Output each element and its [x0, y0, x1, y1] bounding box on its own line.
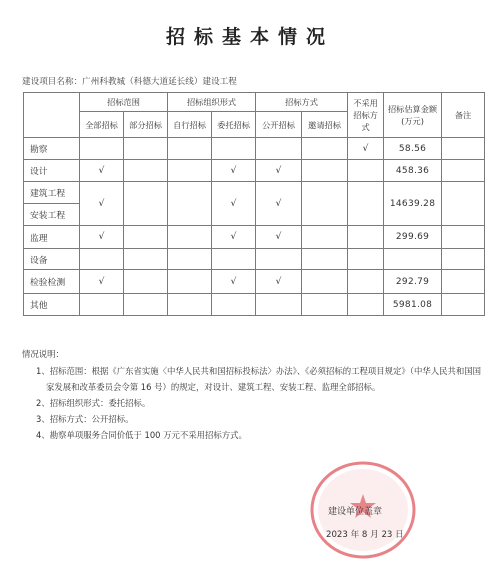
header-method-open: 公开招标: [256, 112, 302, 138]
bid-info-table: [23, 92, 485, 316]
row-construction: [24, 182, 485, 204]
amount: 458.36: [384, 160, 442, 182]
header-item: [24, 93, 80, 138]
amount: 5981.08: [384, 294, 442, 316]
check-mark: √: [212, 226, 256, 249]
row-equipment: [24, 249, 485, 270]
row-inspection: [24, 270, 485, 294]
notes-heading: 情况说明：: [22, 349, 64, 359]
header-org-self: 自行招标: [168, 112, 212, 138]
check-mark: √: [256, 160, 302, 182]
check-mark: √: [212, 270, 256, 294]
header-estimate: 招标估算金额(万元): [384, 93, 442, 138]
check-mark: √: [348, 138, 384, 160]
amount: 14639.28: [384, 182, 442, 226]
amount: 299.69: [384, 226, 442, 249]
document-title: 招标基本情况: [165, 26, 334, 48]
check-mark: √: [80, 226, 124, 249]
header-org-agent: 委托招标: [212, 112, 256, 138]
header-scope-part: 部分招标: [124, 112, 168, 138]
row-label: 设备: [24, 249, 80, 270]
note-item: 4、勘察单项服务合同价低于 100 万元不采用招标方式。: [36, 430, 247, 440]
note-item: 3、招标方式：公开招标。: [36, 414, 134, 424]
signature-label: 建设单位盖章: [328, 507, 383, 517]
header-method: 招标方式: [256, 93, 348, 112]
amount: 292.79: [384, 270, 442, 294]
notes-section: [22, 346, 487, 443]
check-mark: √: [80, 160, 124, 182]
check-mark: √: [212, 182, 256, 226]
check-mark: √: [256, 226, 302, 249]
amount: 58.56: [384, 138, 442, 160]
header-method-invite: 邀请招标: [302, 112, 348, 138]
check-mark: √: [256, 270, 302, 294]
header-scope: 招标范围: [80, 93, 168, 112]
header-remark: 备注: [442, 93, 485, 138]
header-no-bid: 不采用招标方式: [348, 93, 384, 138]
row-other: [24, 294, 485, 316]
row-label: 建筑工程: [24, 182, 80, 204]
header-org: 招标组织形式: [168, 93, 256, 112]
row-label: 检验检测: [24, 270, 80, 294]
row-design: [24, 160, 485, 182]
check-mark: √: [212, 160, 256, 182]
project-name: 建设项目名称：广州科教城（科德大道延长线）建设工程: [22, 77, 237, 87]
row-label: 监理: [24, 226, 80, 249]
note-item: 2、招标组织形式：委托招标。: [36, 398, 151, 408]
header-scope-all: 全部招标: [80, 112, 124, 138]
row-label: 勘察: [24, 138, 80, 160]
row-label: 设计: [24, 160, 80, 182]
row-label: 其他: [24, 294, 80, 316]
signature-date: 2023 年 8 月 23 日: [326, 530, 404, 540]
check-mark: √: [80, 182, 124, 226]
check-mark: √: [80, 270, 124, 294]
note-item: 1、招标范围：根据《广东省实施〈中华人民共和国招标投标法〉办法》、《必须招标的工程项目规定》（中华人民共和国国家发展和改革委员会令第 16 号）的规定，对设计、建筑工程、安装工程、监理全部招标。: [36, 366, 481, 392]
row-supervision: [24, 226, 485, 249]
check-mark: √: [256, 182, 302, 226]
row-label: 安装工程: [24, 204, 80, 226]
row-survey: [24, 138, 485, 160]
